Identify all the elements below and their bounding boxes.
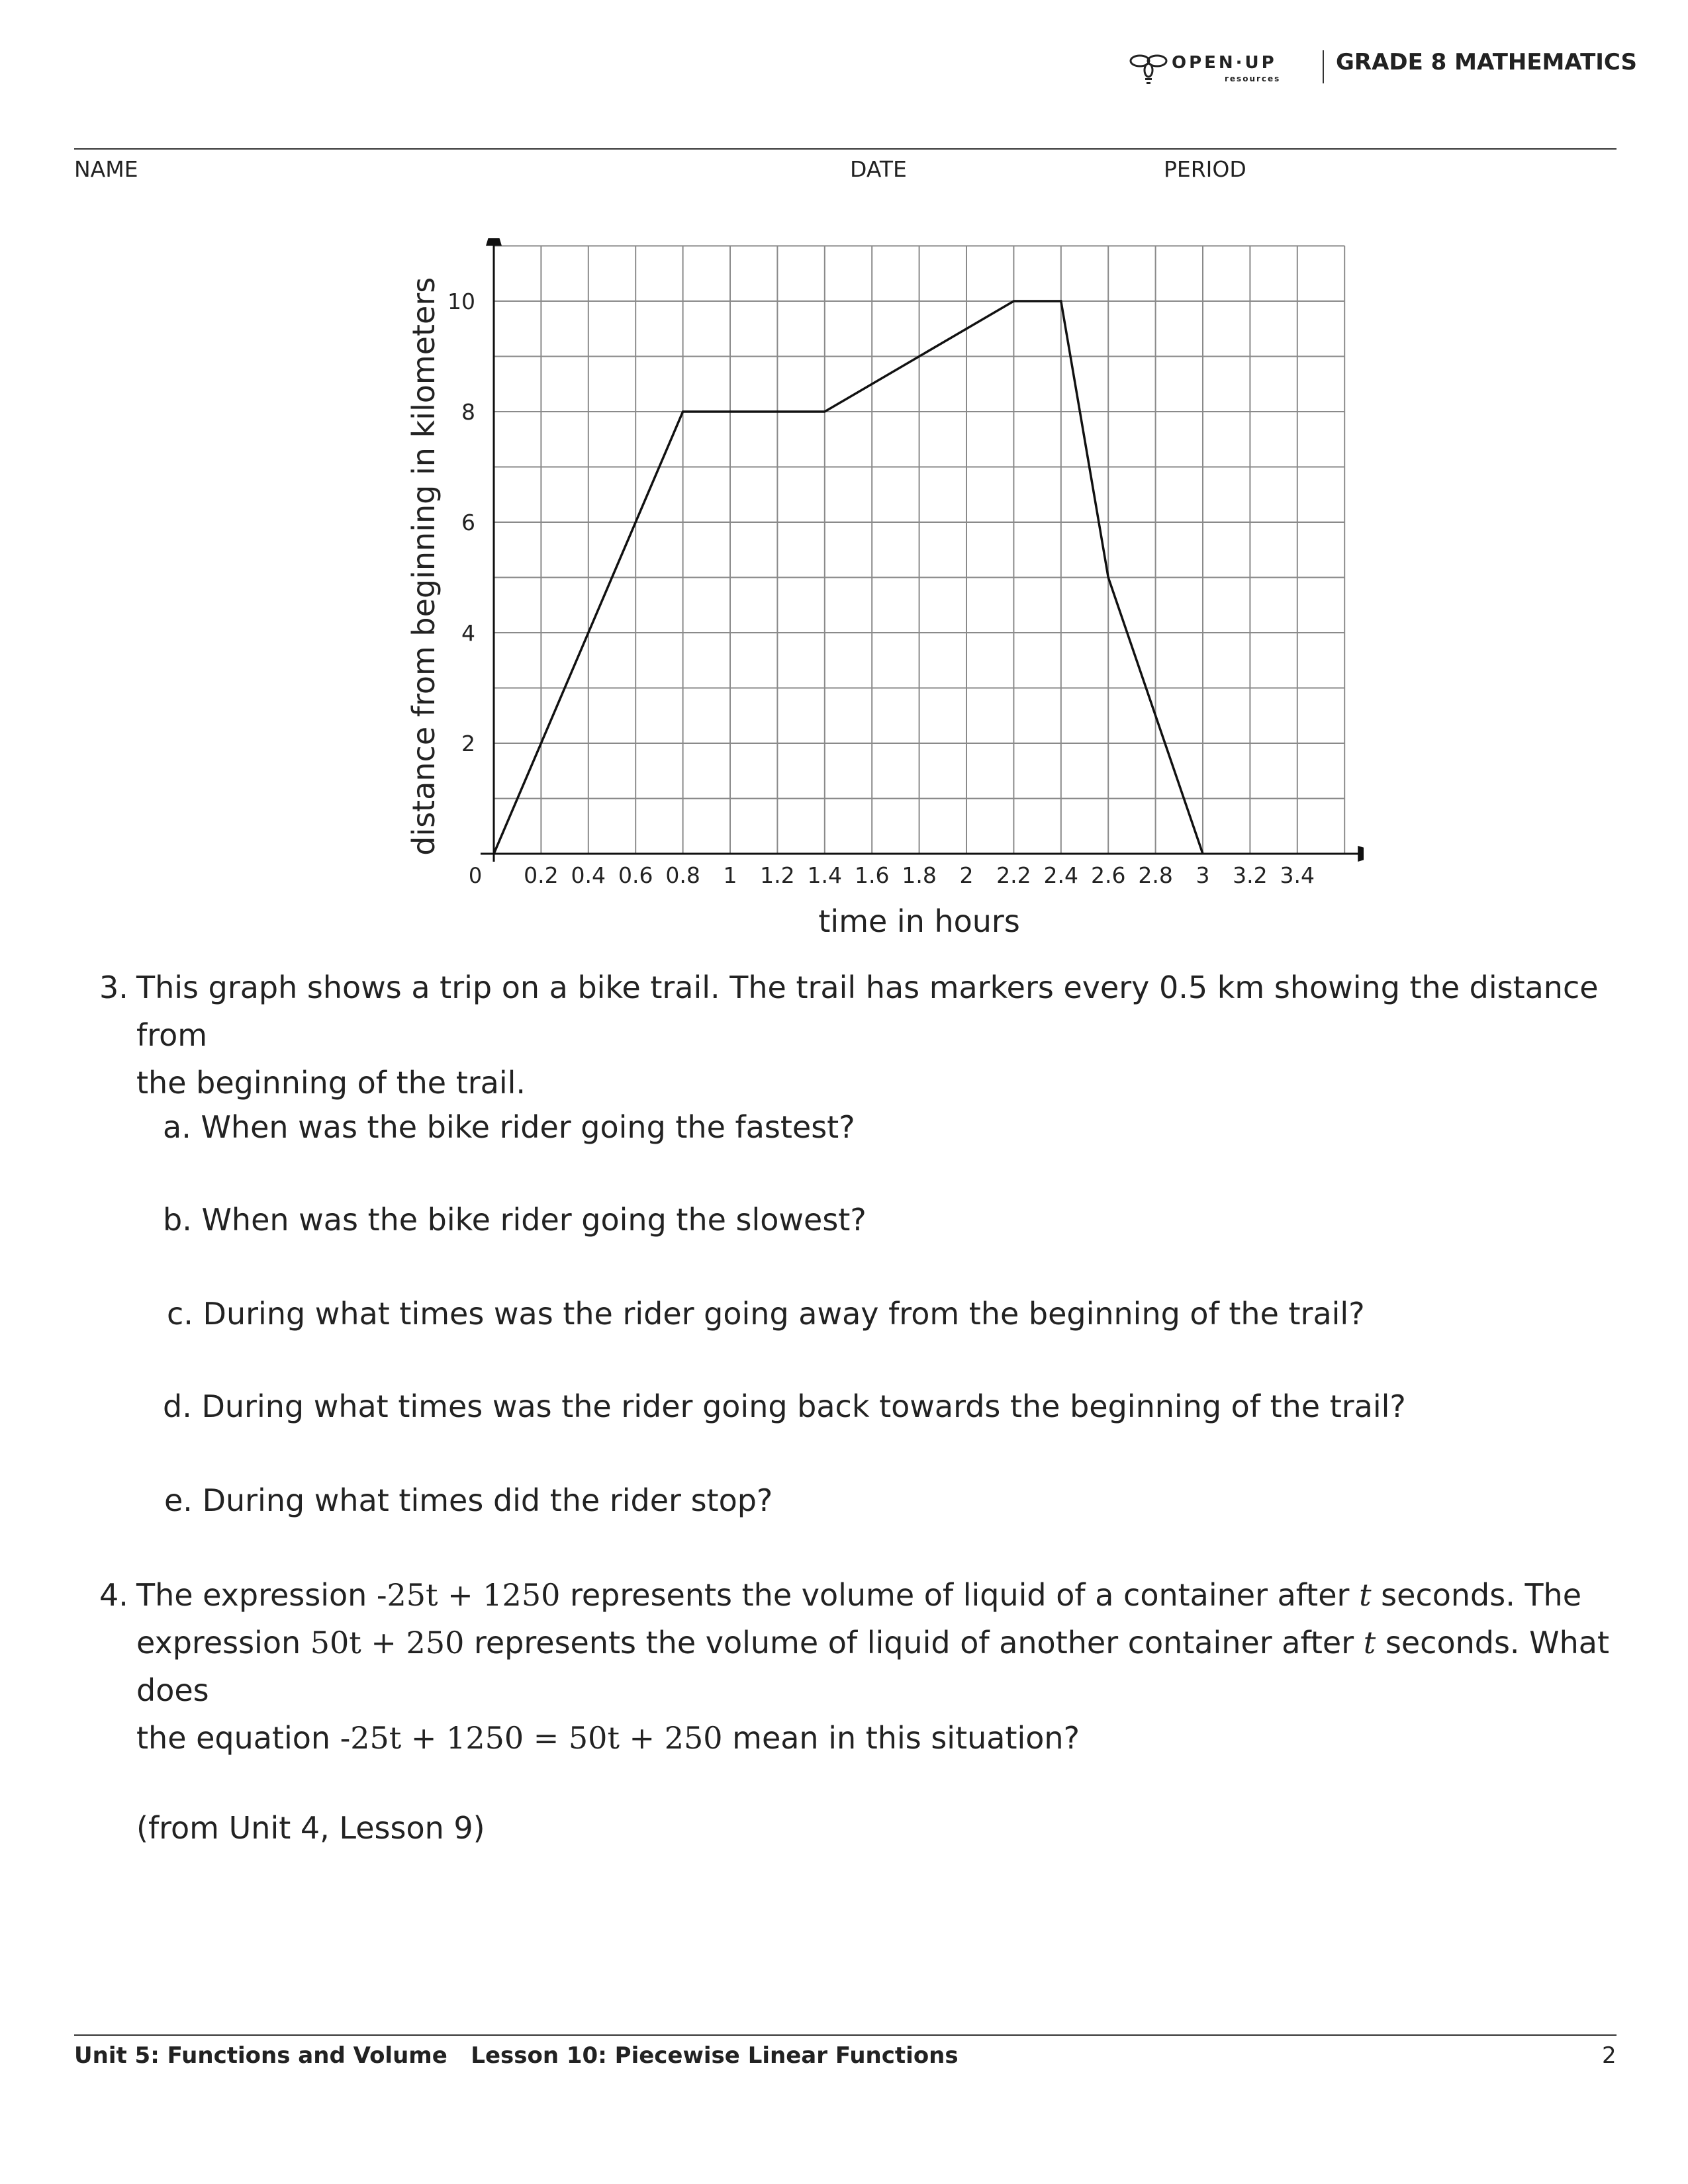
x-tick-label: 3.2 xyxy=(1233,862,1268,888)
x-tick-label: 1.2 xyxy=(760,862,795,888)
part-text: During what times was the rider going away from the beginning of the trail? xyxy=(203,1296,1365,1332)
part-text: When was the bike rider going the fastest? xyxy=(201,1109,855,1145)
period-label: PERIOD xyxy=(1164,156,1246,182)
question-3c xyxy=(167,1296,1365,1332)
part-label: e. xyxy=(164,1482,193,1518)
header-divider xyxy=(1323,50,1324,83)
text-run: seconds. The xyxy=(1371,1577,1582,1613)
variable-t: t xyxy=(1363,1625,1376,1661)
question-3d xyxy=(163,1388,1406,1424)
y-tick-labels xyxy=(447,289,475,756)
x-tick-label: 0.6 xyxy=(618,862,653,888)
x-tick-label: 2 xyxy=(959,862,974,888)
part-text: During what times was the rider going back towards the beginning of the trail? xyxy=(201,1388,1406,1424)
question-4-line-2 xyxy=(136,1619,1635,1714)
chart-axes xyxy=(481,238,1364,862)
footer-lesson: Lesson 10: Piecewise Linear Functions xyxy=(471,2042,959,2069)
x-tick-label: 2.6 xyxy=(1090,862,1126,888)
variable-t: t xyxy=(1359,1577,1372,1613)
question-3-number: 3. xyxy=(99,970,128,1005)
y-tick-label: 2 xyxy=(461,731,475,756)
header-rule xyxy=(74,148,1617,150)
question-4 xyxy=(99,1571,1635,1852)
footer-rule xyxy=(74,2034,1617,2036)
x-tick-labels xyxy=(524,862,1315,888)
y-tick-label: 8 xyxy=(461,399,475,425)
x-tick-label: 0.8 xyxy=(665,862,700,888)
part-label: a. xyxy=(163,1109,191,1145)
x-tick-label: 3.4 xyxy=(1280,862,1315,888)
footer-unit: Unit 5: Functions and Volume xyxy=(74,2042,447,2069)
question-4-line-1 xyxy=(136,1571,1635,1619)
question-3 xyxy=(99,964,1622,1107)
part-label: b. xyxy=(163,1202,192,1238)
footer-unit-lesson xyxy=(74,2042,959,2069)
origin-label: 0 xyxy=(468,863,483,888)
part-text: When was the bike rider going the slowest? xyxy=(201,1202,867,1238)
question-4-number: 4. xyxy=(99,1577,128,1613)
question-3b xyxy=(163,1202,867,1238)
text-run: represents the volume of liquid of another container after xyxy=(464,1625,1364,1661)
text-run: represents the volume of liquid of a container after xyxy=(560,1577,1360,1613)
question-3-text-line-1: This graph shows a trip on a bike trail. The trail has markers every 0.5 km showing the distance from xyxy=(136,970,1599,1053)
x-axis-label: time in hours xyxy=(818,903,1020,939)
part-text: During what times did the rider stop? xyxy=(202,1482,773,1518)
page-number: 2 xyxy=(1602,2042,1617,2069)
x-tick-label: 2.4 xyxy=(1043,862,1079,888)
y-tick-label: 6 xyxy=(461,510,475,535)
y-tick-label: 10 xyxy=(447,289,475,314)
x-tick-label: 1 xyxy=(723,862,737,888)
question-4-source: (from Unit 4, Lesson 9) xyxy=(136,1810,485,1846)
text-run: the equation xyxy=(136,1720,340,1756)
x-tick-label: 0.2 xyxy=(524,862,559,888)
x-tick-label: 2.2 xyxy=(996,862,1031,888)
logo-subtext: resources xyxy=(1225,74,1281,83)
date-label: DATE xyxy=(850,156,907,182)
expression-1: -25t + 1250 xyxy=(376,1577,561,1613)
part-label: d. xyxy=(163,1388,192,1424)
y-tick-label: 4 xyxy=(461,620,475,646)
distance-time-chart xyxy=(371,238,1364,960)
question-3-text-line-2: the beginning of the trail. xyxy=(136,1065,526,1101)
equation: -25t + 1250 = 50t + 250 xyxy=(340,1720,723,1756)
y-axis-arrow-icon xyxy=(486,238,502,246)
x-tick-label: 0.4 xyxy=(571,862,606,888)
question-4-line-3 xyxy=(136,1714,1635,1762)
part-label: c. xyxy=(167,1296,193,1332)
x-tick-label: 1.6 xyxy=(854,862,890,888)
text-run: expression xyxy=(136,1625,310,1661)
question-3e xyxy=(164,1482,773,1518)
x-tick-label: 1.8 xyxy=(902,862,937,888)
x-tick-label: 2.8 xyxy=(1138,862,1173,888)
course-title: GRADE 8 MATHEMATICS xyxy=(1336,49,1637,75)
chart-grid xyxy=(494,246,1344,854)
x-axis-arrow-icon xyxy=(1358,846,1364,862)
x-tick-label: 1.4 xyxy=(807,862,843,888)
name-label: NAME xyxy=(74,156,138,182)
expression-2: 50t + 250 xyxy=(310,1625,465,1661)
text-run: seconds. What does xyxy=(136,1625,1610,1708)
text-run: The expression xyxy=(136,1577,377,1613)
text-run: mean in this situation? xyxy=(722,1720,1080,1756)
logo-text: OPEN·UP xyxy=(1172,53,1277,73)
x-tick-label: 3 xyxy=(1196,862,1210,888)
question-3a xyxy=(163,1109,855,1145)
y-axis-label: distance from beginning in kilometers xyxy=(406,277,442,856)
